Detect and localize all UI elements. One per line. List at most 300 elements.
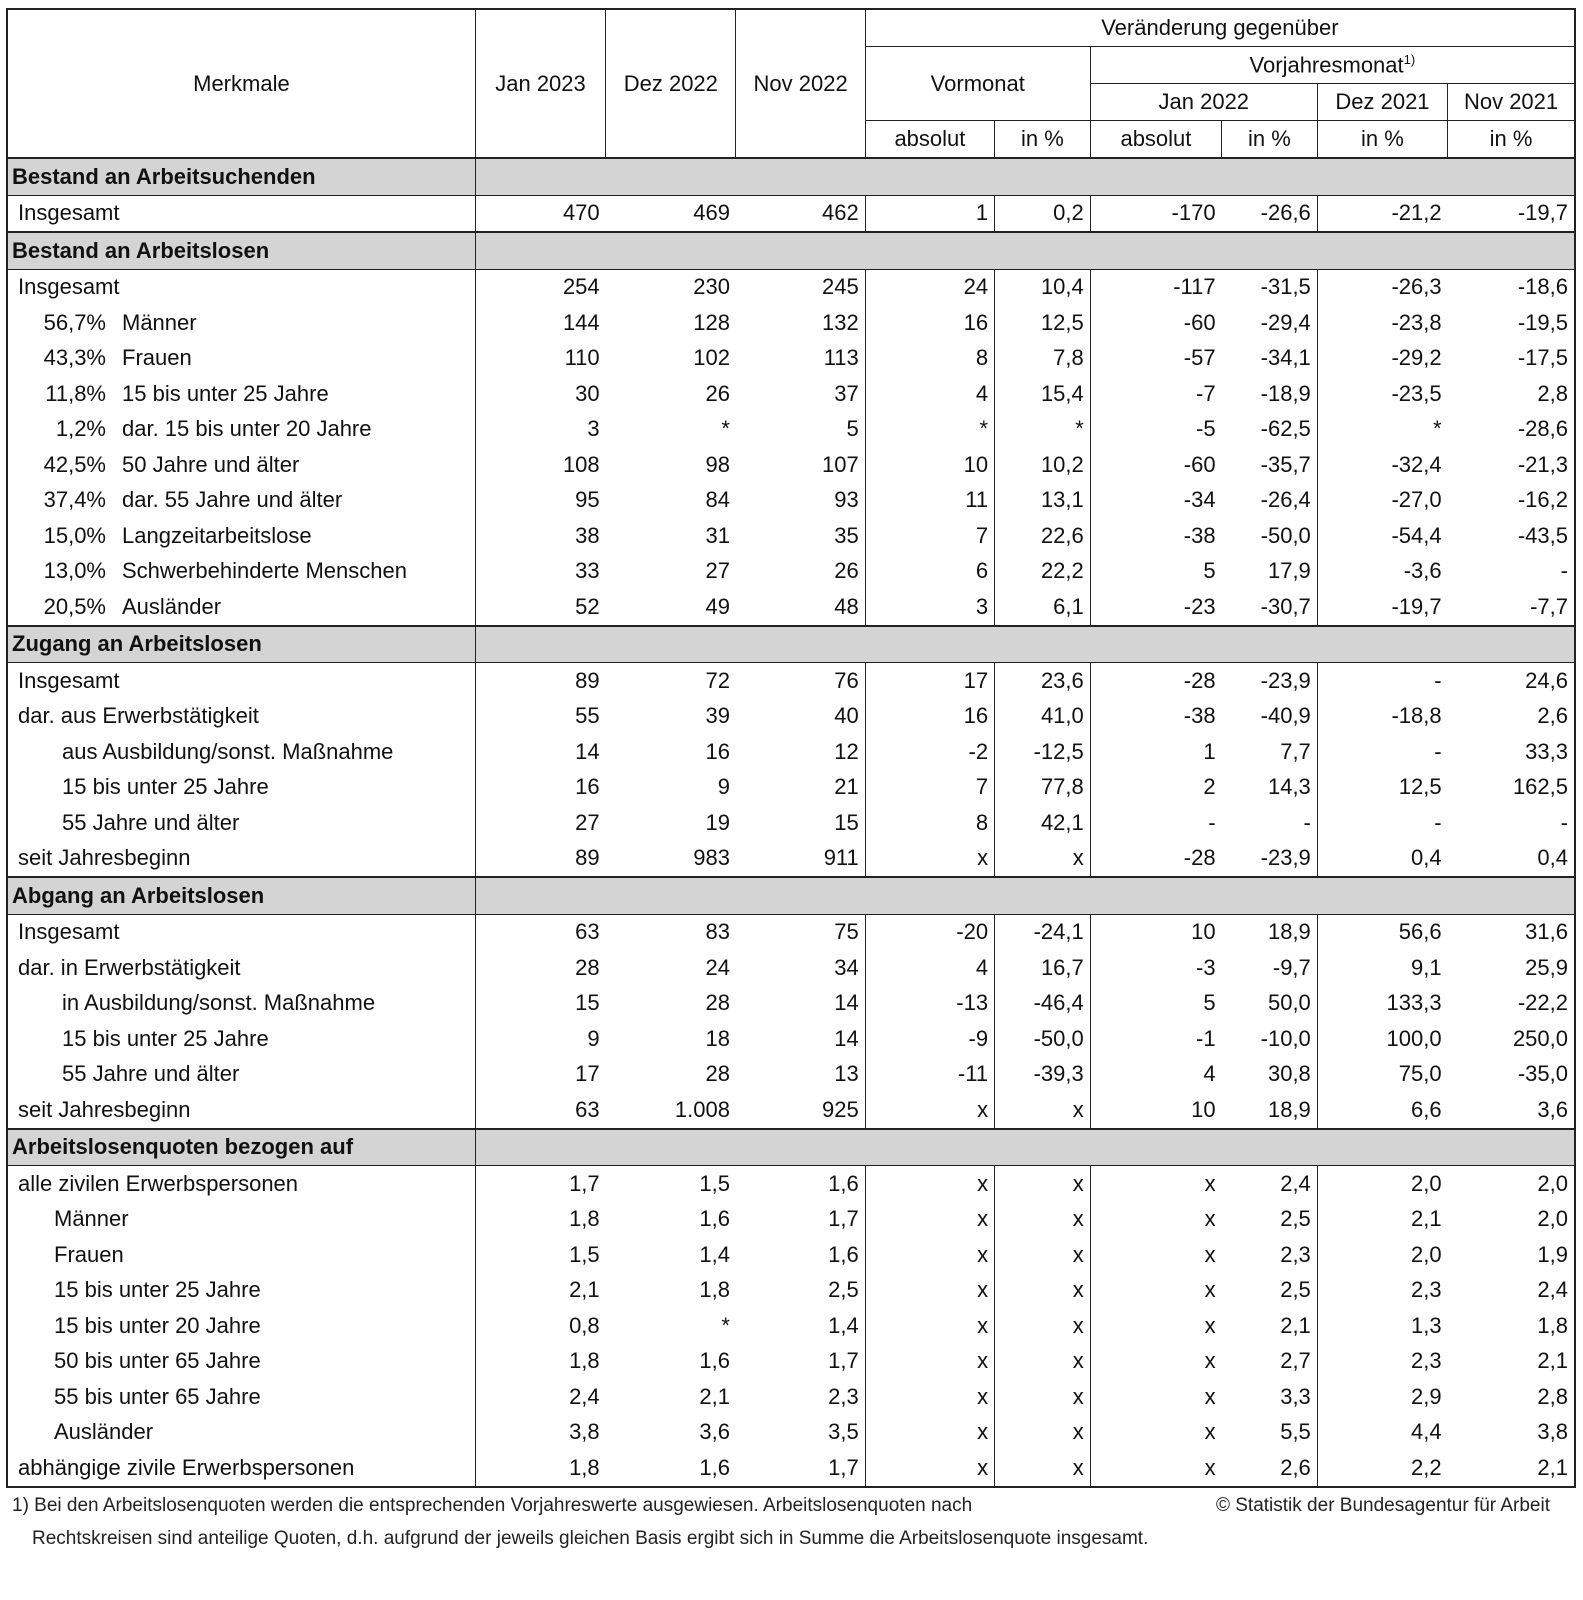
table-cell: x [995, 1415, 1091, 1451]
row-label-text: 55 Jahre und älter [62, 809, 240, 835]
header-nov2021-pct: in % [1448, 121, 1575, 159]
table-cell: 26 [736, 554, 865, 590]
row-share: 20,5% [43, 593, 106, 619]
table-cell: 8 [865, 805, 994, 841]
table-cell: 5,5 [1222, 1415, 1318, 1451]
table-row [7, 518, 1575, 554]
table-cell: - [1434, 667, 1442, 693]
row-label [7, 1237, 475, 1273]
row-label-text: 50 bis unter 65 Jahre [54, 1348, 261, 1374]
table-cell: -18,6 [1517, 274, 1568, 300]
table-cell: 76 [736, 663, 865, 699]
table-cell: 56,6 [1398, 919, 1442, 945]
row-label-text: alle zivilen Erwerbspersonen [18, 1170, 299, 1196]
table-cell: 469 [693, 200, 730, 226]
table-cell: 12 [736, 734, 865, 770]
row-label-text: Männer [122, 309, 197, 335]
section-title: Arbeitslosenquoten bezogen auf [7, 1129, 475, 1166]
table-cell: x [995, 1273, 1091, 1309]
table-cell: x [995, 1450, 1091, 1487]
table-cell: 3,8 [1537, 1419, 1568, 1445]
table-cell: 1,8 [699, 1277, 730, 1303]
row-label-text: Frauen [122, 345, 192, 371]
row-label-text: in Ausbildung/sonst. Maßnahme [62, 990, 376, 1016]
row-label [7, 412, 475, 448]
section-title: Abgang an Arbeitslosen [7, 877, 475, 914]
table-cell: -31,5 [1222, 269, 1318, 305]
table-cell: 40 [736, 699, 865, 735]
table-cell: 3 [865, 589, 994, 626]
table-cell: 983 [693, 845, 730, 871]
table-row [7, 554, 1575, 590]
table-cell: 2,0 [1411, 1241, 1442, 1267]
table-cell: x [1204, 1348, 1216, 1374]
table-cell: -7,7 [1530, 593, 1568, 619]
table-cell: 26 [705, 380, 730, 406]
table-cell: 12,5 [995, 305, 1091, 341]
table-cell: x [1204, 1206, 1216, 1232]
table-cell: -34,1 [1222, 341, 1318, 377]
table-cell: 31 [705, 522, 730, 548]
row-label [7, 1057, 475, 1093]
table-row [7, 1021, 1575, 1057]
footnote-marker: 1) [1403, 51, 1416, 67]
table-cell: 3 [587, 416, 600, 442]
table-cell: 132 [736, 305, 865, 341]
row-label [7, 805, 475, 841]
table-cell: 30 [575, 380, 600, 406]
table-cell: -57 [1183, 345, 1216, 371]
table-cell: 16 [865, 699, 994, 735]
row-label [7, 663, 475, 699]
table-cell: 31,6 [1525, 919, 1568, 945]
table-cell: 1,7 [736, 1202, 865, 1238]
footnote-line-2: Rechtskreisen sind anteilige Quoten, d.h. aufgrund der jeweils gleichen Basis ergibt sich in Summe die Arbeitslosenquote insgesamt. [32, 1528, 1149, 1549]
table-cell: 34 [736, 950, 865, 986]
table-row [7, 195, 1575, 232]
table-cell: 3,6 [1537, 1096, 1568, 1122]
table-cell: 63 [575, 1096, 600, 1122]
table-cell: -19,7 [1517, 200, 1568, 226]
labor-market-table [6, 8, 1576, 1488]
table-cell: 4 [865, 376, 994, 412]
row-label-text: aus Ausbildung/sonst. Maßnahme [62, 738, 394, 764]
row-label-text: 50 Jahre und älter [122, 451, 300, 477]
table-cell: 8 [865, 341, 994, 377]
table-cell: -23,8 [1391, 309, 1442, 335]
table-cell: -35,7 [1222, 447, 1318, 483]
table-cell: 84 [705, 487, 730, 513]
table-cell: 55 [575, 703, 600, 729]
table-cell: -11 [865, 1057, 994, 1093]
row-label [7, 1202, 475, 1238]
table-cell: 6 [865, 554, 994, 590]
table-cell: 21 [736, 770, 865, 806]
row-label-text: 15 bis unter 25 Jahre [62, 1025, 269, 1051]
header-jan2022-absolut: absolut [1090, 121, 1221, 159]
table-cell: 2,5 [1222, 1202, 1318, 1238]
table-cell: 1,6 [736, 1237, 865, 1273]
table-row [7, 1237, 1575, 1273]
table-cell: x [995, 841, 1091, 878]
table-cell: 50,0 [1222, 986, 1318, 1022]
row-share: 37,4% [43, 487, 106, 513]
table-cell: 22,2 [995, 554, 1091, 590]
row-label-text: Frauen [54, 1241, 124, 1267]
table-cell: 28 [705, 990, 730, 1016]
row-label-text: seit Jahresbeginn [18, 1096, 191, 1122]
table-cell: 1 [865, 195, 994, 232]
table-cell: 162,5 [1512, 774, 1568, 800]
table-cell: 4,4 [1411, 1419, 1442, 1445]
table-cell: -43,5 [1517, 522, 1568, 548]
row-label-text: 15 bis unter 25 Jahre [54, 1277, 261, 1303]
header-merkmale: Merkmale [7, 9, 475, 158]
table-cell: 1,8 [569, 1206, 600, 1232]
table-cell: 9 [717, 774, 730, 800]
table-cell: 2,0 [1537, 1170, 1568, 1196]
table-cell: 2,3 [736, 1379, 865, 1415]
table-cell: 6,6 [1411, 1096, 1442, 1122]
table-cell: 254 [562, 274, 600, 300]
table-cell: 925 [736, 1092, 865, 1129]
table-cell: -9,7 [1222, 950, 1318, 986]
section-header [7, 626, 1575, 663]
row-label-text: 55 Jahre und älter [62, 1061, 240, 1087]
table-cell: 30,8 [1222, 1057, 1318, 1093]
table-row [7, 1273, 1575, 1309]
table-cell: -20 [865, 914, 994, 950]
table-cell: -18,9 [1222, 376, 1318, 412]
table-cell: x [995, 1308, 1091, 1344]
table-cell: 18 [705, 1025, 730, 1051]
row-label-text: Langzeitarbeitslose [122, 522, 312, 548]
row-label [7, 554, 475, 590]
table-row [7, 1202, 1575, 1238]
table-cell: -1 [1196, 1025, 1216, 1051]
table-cell: x [995, 1344, 1091, 1380]
table-cell: x [1204, 1383, 1216, 1409]
header-vormonat-pct: in % [995, 121, 1091, 159]
table-row [7, 950, 1575, 986]
section-header-fill [475, 877, 1575, 914]
table-cell: 0,2 [995, 195, 1091, 232]
row-label-text: abhängige zivile Erwerbspersonen [18, 1454, 355, 1480]
table-cell: 3,6 [699, 1419, 730, 1445]
table-cell: 5 [1203, 558, 1216, 584]
row-label [7, 950, 475, 986]
table-cell: 2,8 [1537, 1383, 1568, 1409]
header-nov-2021: Nov 2021 [1448, 84, 1575, 121]
table-cell: -21,3 [1517, 451, 1568, 477]
row-label-text: dar. 15 bis unter 20 Jahre [122, 416, 372, 442]
table-cell: 2,1 [1222, 1308, 1318, 1344]
table-cell: - [1208, 809, 1216, 835]
table-cell: * [721, 416, 730, 442]
table-cell: 1,8 [475, 1450, 605, 1487]
table-cell: -28,6 [1517, 416, 1568, 442]
table-cell: 4 [865, 950, 994, 986]
table-cell: -40,9 [1222, 699, 1318, 735]
row-label [7, 518, 475, 554]
table-cell: x [865, 1273, 994, 1309]
table-cell: 2,9 [1411, 1383, 1442, 1409]
table-cell: * [1433, 416, 1442, 442]
table-cell: 52 [575, 593, 600, 619]
table-row [7, 699, 1575, 735]
table-cell: -18,8 [1391, 703, 1442, 729]
row-label [7, 195, 475, 232]
table-cell: 33,3 [1525, 738, 1568, 764]
table-row [7, 341, 1575, 377]
table-row [7, 841, 1575, 878]
table-cell: 1.008 [674, 1096, 730, 1122]
table-cell: 2,6 [1222, 1450, 1318, 1487]
header-vorjahresmonat-label: Vorjahresmonat [1249, 52, 1404, 78]
table-cell: 14 [736, 986, 865, 1022]
table-cell: 6,1 [995, 589, 1091, 626]
table-cell: 1,9 [1537, 1241, 1568, 1267]
row-label-text: Schwerbehinderte Menschen [122, 558, 407, 584]
table-cell: x [995, 1166, 1091, 1202]
table-cell: 17,9 [1222, 554, 1318, 590]
row-share: 15,0% [43, 522, 106, 548]
table-cell: 230 [693, 274, 730, 300]
table-cell: 2,5 [736, 1273, 865, 1309]
row-label [7, 914, 475, 950]
table-cell: 12,5 [1398, 774, 1442, 800]
table-cell: 2,1 [1448, 1450, 1575, 1487]
table-cell: -5 [1196, 416, 1216, 442]
table-cell: x [865, 1308, 994, 1344]
table-cell: 911 [736, 841, 865, 878]
row-label [7, 1166, 475, 1202]
table-cell: x [865, 1450, 994, 1487]
table-cell: -10,0 [1222, 1021, 1318, 1057]
table-cell: 0,4 [1537, 845, 1568, 871]
row-label-text: 55 bis unter 65 Jahre [54, 1383, 261, 1409]
header-veraenderung: Veränderung gegenüber [865, 9, 1575, 47]
table-cell: 77,8 [995, 770, 1091, 806]
row-share: 11,8% [45, 380, 106, 406]
row-label [7, 589, 475, 626]
row-label [7, 841, 475, 878]
table-cell: 11 [865, 483, 994, 519]
table-cell: 1,8 [569, 1348, 600, 1374]
row-label [7, 699, 475, 735]
table-cell: -60 [1183, 451, 1216, 477]
table-cell: 22,6 [995, 518, 1091, 554]
table-cell: 9,1 [1411, 954, 1442, 980]
table-cell: 15,4 [995, 376, 1091, 412]
table-cell: -3,6 [1403, 558, 1442, 584]
table-cell: -29,4 [1222, 305, 1318, 341]
table-cell: -23,9 [1222, 841, 1318, 878]
table-cell: -38 [1183, 522, 1216, 548]
table-cell: 14 [575, 738, 600, 764]
table-row [7, 376, 1575, 412]
row-label [7, 1379, 475, 1415]
table-cell: 1,7 [736, 1344, 865, 1380]
table-cell: 27 [575, 809, 600, 835]
table-row [7, 412, 1575, 448]
table-cell: 35 [736, 518, 865, 554]
table-body [7, 158, 1575, 1487]
table-cell: x [865, 1202, 994, 1238]
table-cell: 1,7 [569, 1170, 600, 1196]
row-label [7, 447, 475, 483]
header-nov-2022: Nov 2022 [736, 9, 865, 158]
table-row [7, 914, 1575, 950]
table-cell: 10,4 [995, 269, 1091, 305]
table-cell: -21,2 [1391, 200, 1442, 226]
row-label-text: Insgesamt [18, 200, 120, 226]
row-share: 1,2% [55, 416, 106, 442]
section-title: Bestand an Arbeitslosen [7, 232, 475, 269]
table-row [7, 734, 1575, 770]
table-row [7, 1092, 1575, 1129]
table-cell: 110 [564, 345, 600, 371]
table-cell: -29,2 [1391, 345, 1442, 371]
table-cell: 2,1 [1411, 1206, 1442, 1232]
table-cell: 2,4 [1222, 1166, 1318, 1202]
header-jan-2023: Jan 2023 [475, 9, 605, 158]
table-cell: -30,7 [1222, 589, 1318, 626]
table-cell: 0,4 [1411, 845, 1442, 871]
table-cell: -23 [1183, 593, 1216, 619]
table-cell: 15 [736, 805, 865, 841]
row-label [7, 341, 475, 377]
row-label [7, 1415, 475, 1451]
table-cell: 470 [562, 200, 600, 226]
table-row [7, 1166, 1575, 1202]
table-cell: -170 [1171, 200, 1216, 226]
table-cell: 144 [562, 309, 600, 335]
table-cell: x [1204, 1170, 1216, 1196]
section-header [7, 158, 1575, 195]
table-cell: 98 [705, 451, 730, 477]
table-cell: x [1090, 1450, 1221, 1487]
table-cell: 2,7 [1222, 1344, 1318, 1380]
table-cell: -28 [1183, 845, 1216, 871]
table-cell: 39 [705, 703, 730, 729]
table-cell: 7,7 [1222, 734, 1318, 770]
table-row [7, 305, 1575, 341]
table-cell: 17 [865, 663, 994, 699]
table-cell: 4 [1203, 1061, 1216, 1087]
table-cell: - [1560, 558, 1568, 584]
section-header [7, 1129, 1575, 1166]
header-vormonat: Vormonat [865, 47, 1090, 121]
table-cell: -34 [1183, 487, 1216, 513]
table-cell: -62,5 [1222, 412, 1318, 448]
table-cell: -23,5 [1391, 380, 1442, 406]
table-row [7, 269, 1575, 305]
table-cell: 23,6 [995, 663, 1091, 699]
row-label-text: Insgesamt [18, 274, 120, 300]
row-label [7, 770, 475, 806]
table-cell: 1,4 [736, 1308, 865, 1344]
table-cell: 128 [693, 309, 730, 335]
table-cell: 2 [1203, 774, 1216, 800]
row-label [7, 483, 475, 519]
table-cell: - [1434, 809, 1442, 835]
header-jan2022-pct: in % [1222, 121, 1318, 159]
section-header [7, 877, 1575, 914]
table-cell: -46,4 [995, 986, 1091, 1022]
table-cell: 102 [693, 345, 730, 371]
table-cell: 7 [865, 518, 994, 554]
section-header-fill [475, 158, 1575, 195]
table-cell: 107 [736, 447, 865, 483]
table-row [7, 1450, 1575, 1487]
table-row [7, 986, 1575, 1022]
table-cell: x [865, 1379, 994, 1415]
table-cell: * [721, 1312, 730, 1338]
table-cell: x [995, 1237, 1091, 1273]
table-cell: x [865, 1415, 994, 1451]
header-vorjahresmonat [1090, 47, 1575, 84]
table-cell: x [865, 1237, 994, 1273]
table-cell: 33 [575, 558, 600, 584]
table-cell: 7 [865, 770, 994, 806]
table-cell: 1,8 [1537, 1312, 1568, 1338]
row-label [7, 269, 475, 305]
table-cell: 2,8 [1537, 380, 1568, 406]
row-label [7, 1092, 475, 1129]
table-cell: - [1434, 738, 1442, 764]
table-cell: 3,8 [569, 1419, 600, 1445]
table-row [7, 1415, 1575, 1451]
row-label [7, 986, 475, 1022]
table-cell: -13 [865, 986, 994, 1022]
table-cell: -16,2 [1517, 487, 1568, 513]
row-label-text: 15 bis unter 25 Jahre [62, 774, 269, 800]
table-cell: 49 [705, 593, 730, 619]
table-cell: 2,3 [1222, 1237, 1318, 1273]
table-cell: x [995, 1202, 1091, 1238]
table-row [7, 1308, 1575, 1344]
table-cell: -3 [1196, 954, 1216, 980]
table-cell: 2,1 [1537, 1348, 1568, 1374]
row-label [7, 1273, 475, 1309]
table-cell: -28 [1183, 667, 1216, 693]
table-cell: 2,3 [1411, 1348, 1442, 1374]
table-cell: 24,6 [1525, 667, 1568, 693]
row-label-text: Männer [54, 1206, 129, 1232]
table-cell: 95 [575, 487, 600, 513]
table-cell: 10,2 [995, 447, 1091, 483]
table-cell: -24,1 [995, 914, 1091, 950]
table-row [7, 805, 1575, 841]
table-cell: -54,4 [1391, 522, 1442, 548]
row-label-text: dar. in Erwerbstätigkeit [18, 954, 241, 980]
table-cell: 9 [587, 1025, 600, 1051]
row-label [7, 1344, 475, 1380]
table-cell: 27 [705, 558, 730, 584]
table-cell: 48 [736, 589, 865, 626]
table-cell: x [1204, 1277, 1216, 1303]
table-cell: -117 [1173, 274, 1216, 300]
table-cell: 100,0 [1386, 1025, 1442, 1051]
table-cell: 2,1 [699, 1383, 730, 1409]
header-dez-2021: Dez 2021 [1317, 84, 1447, 121]
row-label [7, 1021, 475, 1057]
row-label [7, 305, 475, 341]
table-cell: 18,9 [1222, 914, 1318, 950]
table-cell: 28 [575, 954, 600, 980]
table-cell: 16 [865, 305, 994, 341]
